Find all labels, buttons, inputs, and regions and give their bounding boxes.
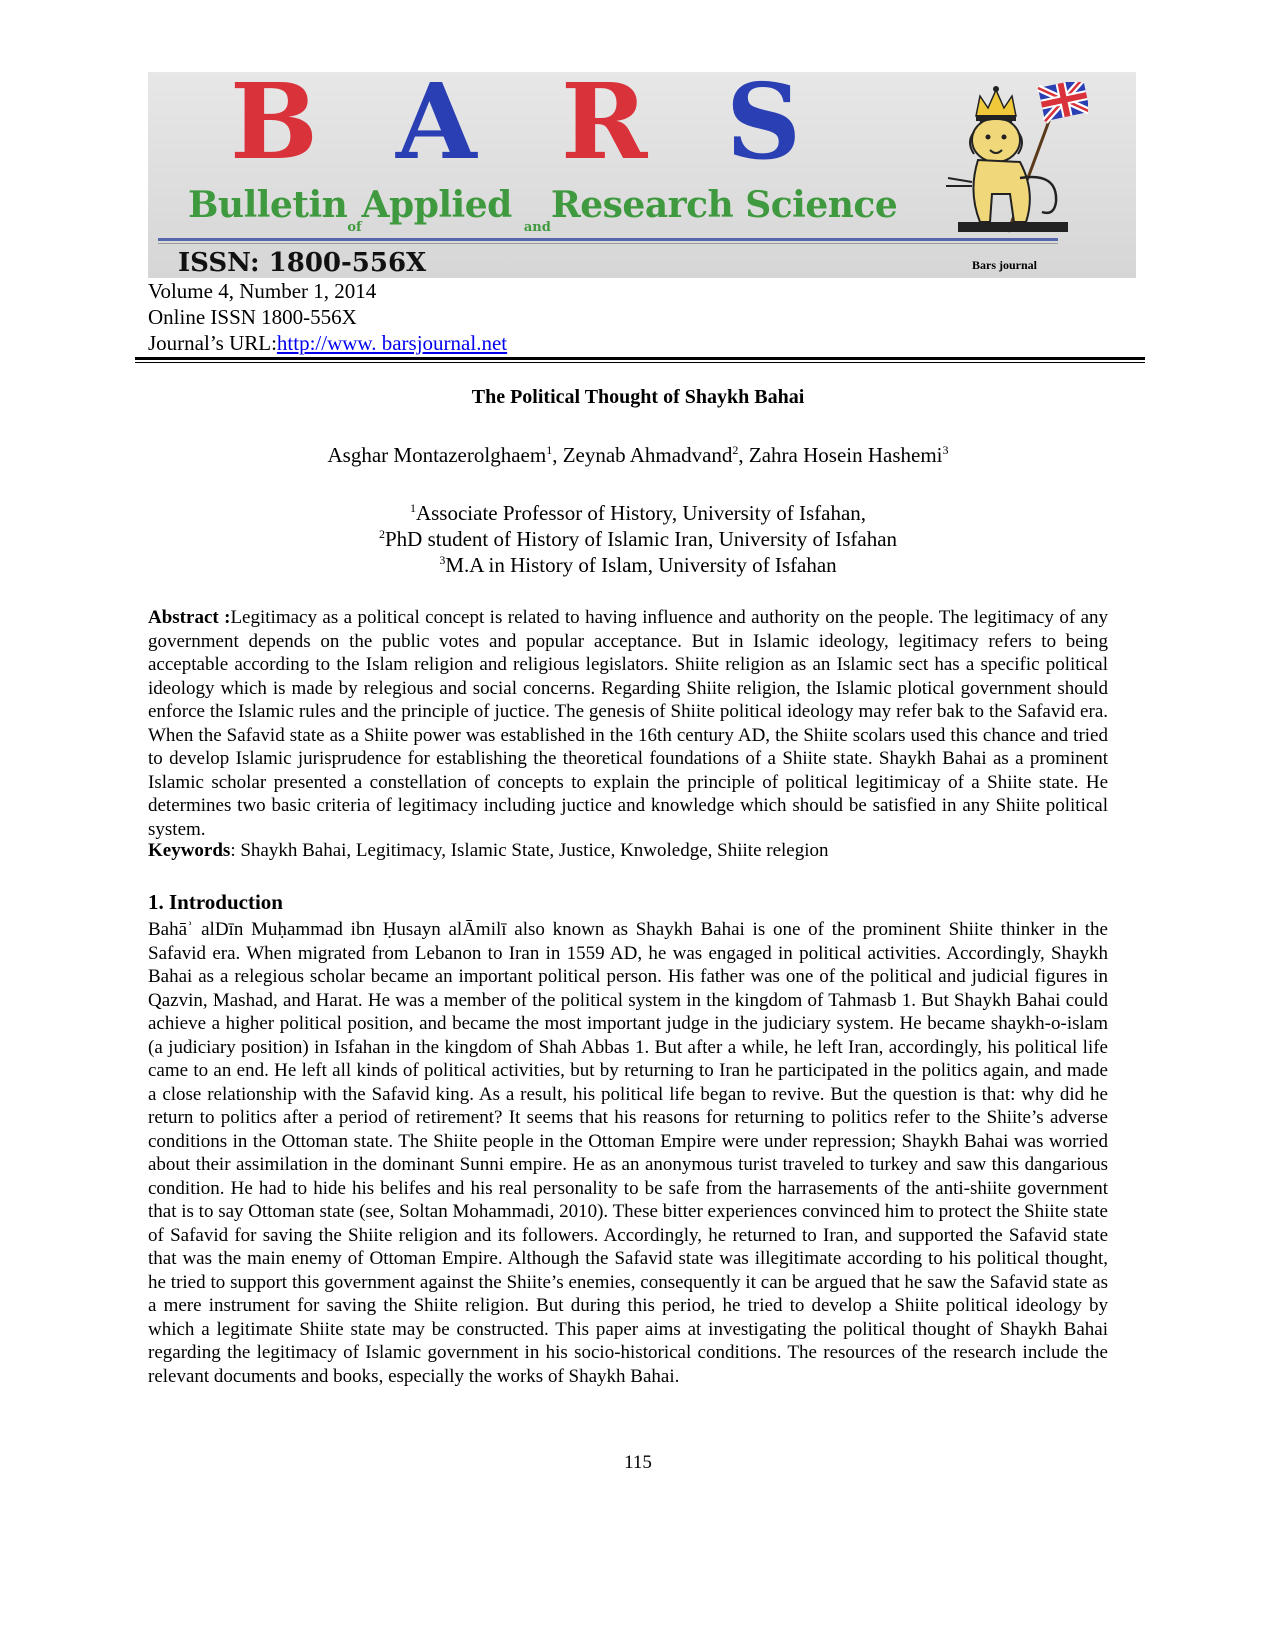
affiliation [0,500,1276,526]
banner-letter-r: R [561,72,648,183]
affiliation [0,526,1276,552]
lion-crown-union-jack-crest-icon [938,82,1088,260]
affiliation-text: Associate Professor of History, University of Isfahan, [415,501,867,525]
journal-banner [148,72,1136,278]
keywords-text: : Shaykh Bahai, Legitimacy, Islamic State, Justice, Knwoledge, Shiite relegion [230,840,829,861]
author-separator: , [552,443,563,467]
author-separator: , [738,443,749,467]
online-issn-line: Online ISSN 1800-556X [148,305,357,329]
banner-subtitle-and: and [523,220,551,235]
introduction-paragraph: Bahāʾ alDīn Muḥammad ibn Ḥusayn alĀmilī also known as Shaykh Bahai is one of the prominent Shiite thinker in the Safavid era. When migrated from Lebanon to Iran in 1559 AD, he was engaged in political activities. Accordingly, Shaykh Bahai as a relegious scholar became an important political person. His father was one of the political and judicial figures in Qazvin, Mashad, and Harat. He was a member of the political system in the kingdom of Tahmasb 1. But Shaykh Bahai could achieve a higher political position, and became the most important judge in the judiciary system. He became shaykh-o-islam (a judiciary position) in Isfahan in the kingdom of Shah Abbas 1. But after a while, he left Iran, accordingly, his political life came to an end. He left all kinds of political activities, but by returning to Iran he participated in the politics again, and made a close relationship with the Safavid king. As a result, his political life began to revive. But the question is that: why did he return to politics after a period of retirement? It seems that his reasons for returning to politics refer to the Shiite’s adverse conditions in the Ottoman state. The Shiite people in the Ottoman Empire were under repression; Shaykh Bahai was worried about their assimilation in the dominant Sunni empire. He as an anonymous turist traveled to turkey and saw this dangarious condition. He had to hide his belifes and his real personality to be safe from the harrasements of the anti-shiite government that is to say Ottoman state (see, Soltan Mohammadi, 2010). These bitter experiences convinced him to protect the Shiite state of Safavid for saving the Shiite religion and its followers. Accordingly, he returned to Iran, and supported the Safavid state that was the main enemy of Ottoman Empire. Although the Safavid state was illegitimate according to his political thought, he tried to support this government against the Shiite’s enemies, consequently it can be argued that he saw the Safavid state as a mere instrument for saving the Shiite religion. But during this period, he tried to develop a Shiite political ideology by which a legitimate Shiite state may be constructed. This paper aims at investigating the political thought of Shaykh Bahai regarding the legitimacy of Islamic government in his socio-historical conditions. The resources of the research include the relevant documents and books, especially the works of Shaykh Bahai. [148,919,1108,1387]
banner-subtitle-word: Applied [361,184,512,226]
affiliation-sup: 2 [378,527,385,541]
banner-subtitle-word: Bulletin [188,184,348,226]
crest-caption: Bars journal [972,258,1038,272]
affiliation-text: M.A in History of Islam, University of Isfahan [445,553,837,577]
author-name: Zeynab Ahmadvand [562,443,733,467]
abstract [148,606,1108,841]
author-name: Zahra Hosein Hashemi [748,443,943,467]
banner-subtitle-of: of [347,220,362,235]
affiliation-sup: 3 [439,553,446,567]
author-sup: 2 [732,443,739,457]
affiliation-sup: 1 [409,501,416,515]
banner-letter-b: B [230,72,318,183]
abstract-text: Legitimacy as a political concept is related to having influence and authority on the people. The legitimacy of any government depends on the public votes and popular acceptance. But in Islamic ideology, legitimacy refers to being acceptable according to the Islam religion and religious legislators. Shiite religion as an Islamic sect has a specific political ideology which is made by relegious and social concerns. Regarding Shiite religion, the Islamic plotical government should enforce the Islamic rules and the principle of juctice. The genesis of Shiite political ideology may refer bak to the Safavid era. When the Safavid state as a Shiite power was established in the 16th century AD, the Shiite scolars used this chance and tried to develop Islamic jurisprudence for establishing the theoretical foundations of a Shiite state. Shaykh Bahai as a prominent Islamic scholar presented a constellation of concepts to explain the principle of political legitimicay of a Shiite state. He determines two basic criteria of legitimacy including juctice and knowledge which should be satisfied in any Shiite political system. [148,607,1108,840]
author-name: Asghar Montazerolghaem [327,443,547,467]
keywords-label: Keywords [148,840,231,861]
paper-title: The Political Thought of Shaykh Bahai [471,386,805,408]
banner-rule [158,243,1058,244]
header-divider [135,362,1145,363]
header-divider [135,357,1145,360]
abstract-label: Abstract : [148,607,231,628]
banner-rule [158,238,1058,241]
journal-url-link[interactable]: http://www. barsjournal.net [276,331,508,355]
keywords [148,840,1108,862]
banner-letter-s: S [726,72,802,183]
journal-url-line [148,330,507,356]
volume-line: Volume 4, Number 1, 2014 [148,279,377,303]
author-list [0,443,1276,468]
affiliation-text: PhD student of History of Islamic Iran, University of Isfahan [384,527,898,551]
banner-subtitle [188,184,897,235]
author-sup: 3 [942,443,949,457]
banner-issn: ISSN: 1800-556X [178,248,427,278]
banner-subtitle-word: Research Science [550,184,898,226]
journal-url-label: Journal’s URL: [148,331,277,355]
author-sup: 1 [546,443,553,457]
banner-letter-a: A [396,72,477,183]
affiliation-list [0,500,1276,578]
section-heading-introduction: 1. Introduction [148,890,283,914]
affiliation [0,552,1276,578]
page-number: 115 [624,1452,652,1473]
journal-info [148,278,507,356]
